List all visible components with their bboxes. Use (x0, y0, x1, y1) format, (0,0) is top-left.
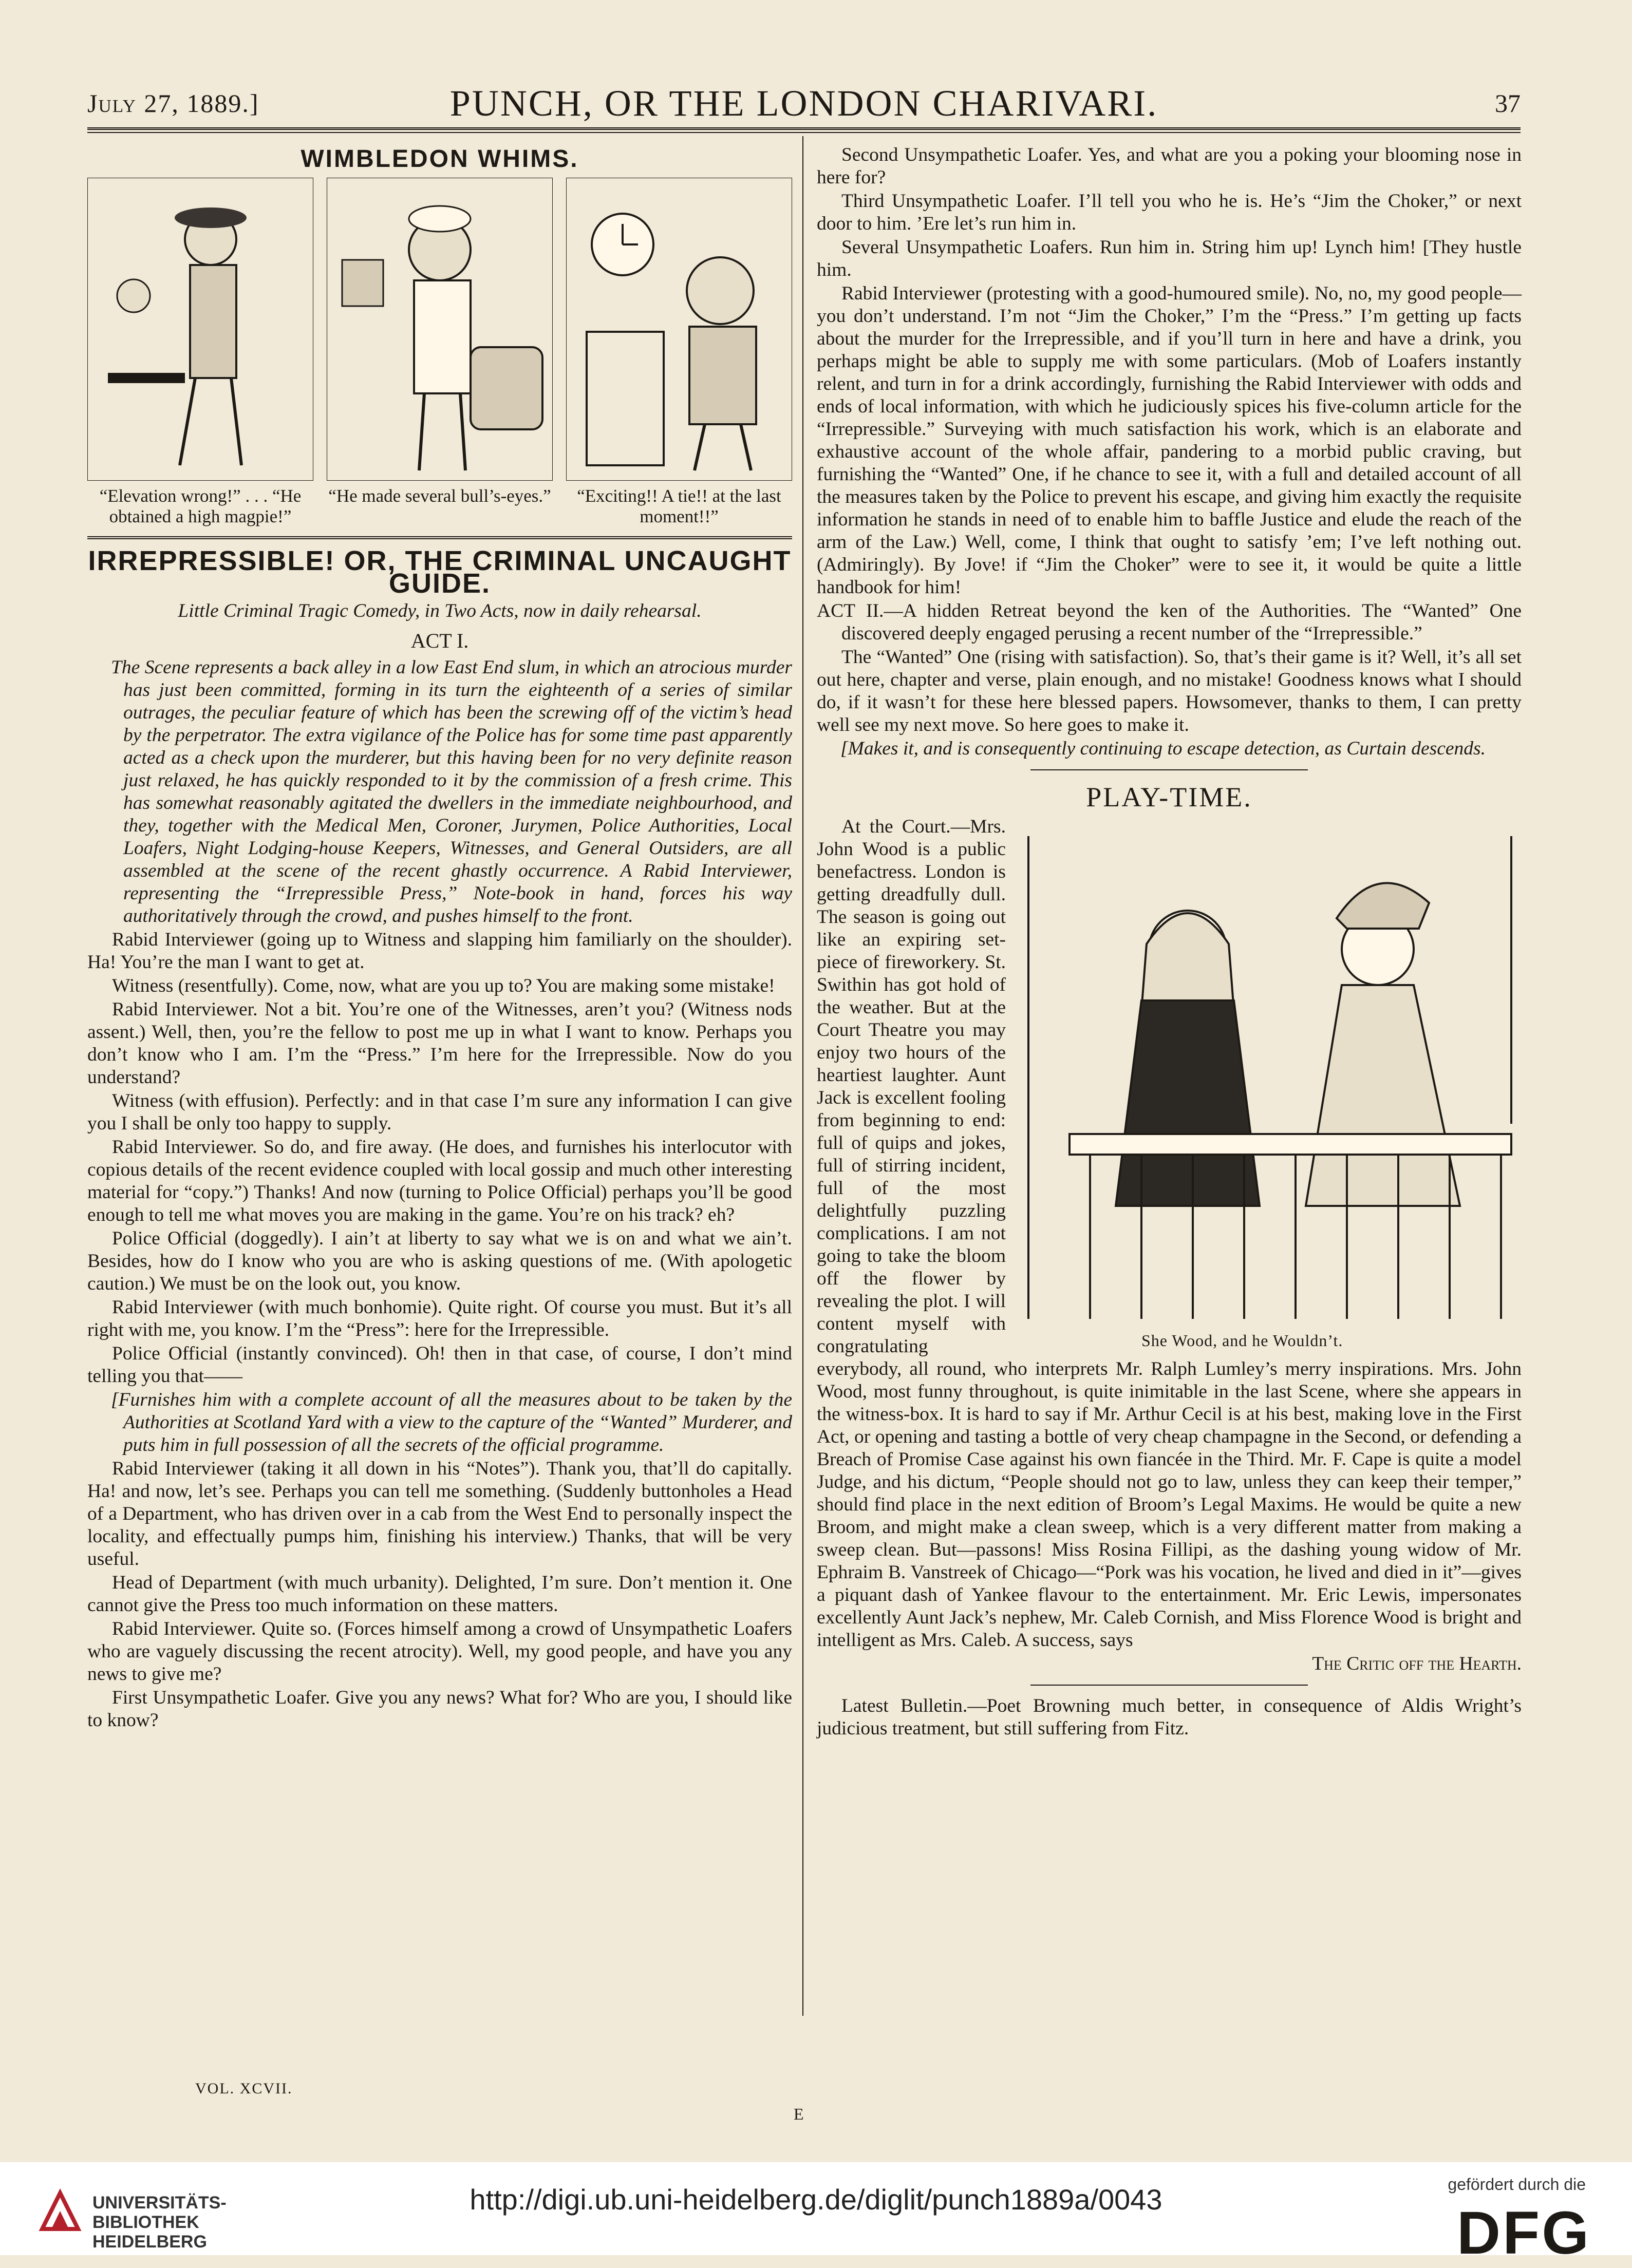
act-two-heading: ACT II.—A hidden Retreat beyond the ken of the Authorities. The “Wanted” One discovered deeply engaged perusing a recent number of the “Irrepressible.” (817, 600, 1522, 644)
volume-label: VOL. XCVII. (195, 2080, 293, 2097)
dialogue-paragraph: Police Official (instantly convinced). Oh! then in that case, of course, I don’t mind telling you that—— (87, 1343, 792, 1387)
dialogue-paragraph: Police Official (doggedly). I ain’t at liberty to say what we is on and what we ain’t. Besides, how do I know who you are who is asking questions of me. (With apologetic caution.) We must be on the look out, you know. (87, 1228, 792, 1294)
irrepressible-title: IRREPRESSIBLE! OR, THE CRIMINAL UNCAUGHT GUIDE. (88, 545, 792, 599)
dialogue-paragraph: Witness (with effusion). Perfectly: and in that case I’m sure any information I can give you I shall be only too happy to supply. (87, 1090, 792, 1134)
wimbledon-title: WIMBLEDON WHIMS. (301, 145, 579, 173)
closing-stage-direction: [Makes it, and is consequently continuing to escape detection, as Curtain descends. (840, 738, 1486, 759)
stage-direction: [Furnishes him with a complete account of all the measures about to be taken by the Authorities at Scotland Yard with a view to the capture of the “Wanted” Murderer, and puts him in full possession of all the secrets of the official programme. (111, 1389, 792, 1456)
dialogue-paragraph: Rabid Interviewer. Quite so. (Forces himself among a crowd of Unsympathetic Loafers who are vaguely discussing the recent atrocity). Well, my good people, and have you any news to give me? (87, 1618, 792, 1685)
dialogue-paragraph: Rabid Interviewer (going up to Witness and slapping him familiarly on the shoulder). Ha! You’re the man I want to get at. (87, 929, 792, 973)
act-one-heading: ACT I. (410, 629, 469, 652)
dialogue-paragraph: Rabid Interviewer (protesting with a good-humoured smile). No, no, my good people—you don’t understand. I’m not “Jim the Choker,” I’m the “Press.” I’m getting up facts about the murder for the Irrepressible, and if you’ll turn in here and have a drink, you perhaps might be able to supply me with some particulars. (Mob of Loafers instantly relent, and turn in for a drink accordingly, furnishing the Rabid Interviewer with odds and ends of local information, with which he judiciously spices his five-column article for the “Irrepressible.” Surveying with much satisfaction his work, which is an elaborate and exhaustive account of the whole affair, pandering to a morbid public craving, but furnishing the “Wanted” One, if he chance to see it, with a full and detailed account of all the measures taken by the Police to prevent his escape, and giving him exactly the requisite information he stands in need of to enable him to baffle Justice and elude the reach of the arm of the Law.) Well, come, I think that ought to satisfy ’em; I’ve left nothing out. (Admiringly). By Jove! if “Jim the Choker” were to see it, it would be quite a little handbook for him! (817, 283, 1522, 598)
dialogue-paragraph: Witness (resentfully). Come, now, what are you up to? You are making some mistake! (112, 975, 775, 996)
cartoon-panel-tie (566, 178, 792, 481)
source-url-link[interactable]: http://digi.ub.uni-heidelberg.de/diglit/punch1889a/0043 (470, 2183, 1162, 2216)
dialogue-paragraph: Rabid Interviewer (with much bonhomie). Quite right. Of course you must. But it’s all right with me, you know. I’m the “Press”: here for the Irrepressible. (87, 1297, 792, 1340)
masthead (87, 82, 1521, 123)
publication-title: PUNCH, OR THE LONDON CHARIVARI. (449, 83, 1158, 124)
court-illustration (1018, 816, 1522, 1350)
right-column (817, 144, 1522, 1741)
playtime-title: PLAY-TIME. (1086, 782, 1252, 812)
dialogue-paragraph: Rabid Interviewer (taking it all down in his “Notes”). Thank you, that’ll do capitally. Ha! and now, let’s see. Perhaps you can tell me something. (Suddenly buttonholes a Head of a Department, who has driven over in a cab from the West End to personally inspect the locality, and effectually pumps him, finishing his interview.) Thanks, that will be very useful. (87, 1458, 792, 1570)
dialogue-paragraph: First Unsympathetic Loafer. Give you any news? What for? Who are you, I should like to know? (87, 1687, 792, 1731)
section-rule (87, 536, 792, 539)
cartoon-panel-bulls-eyes (327, 178, 553, 481)
section-rule (1030, 769, 1308, 770)
library-name-line: UNIVERSITÄTS- (92, 2193, 227, 2213)
dialogue-paragraph: Head of Department (with much urbanity). Delighted, I’m sure. Don’t mention it. One cannot give the Press too much information on these matters. (87, 1572, 792, 1616)
wimbledon-cartoons (87, 178, 792, 481)
dialogue-paragraph: Second Unsympathetic Loafer. Yes, and what are you a poking your blooming nose in here for? (817, 144, 1522, 188)
library-name-line: BIBLIOTHEK (92, 2213, 199, 2232)
funding-label: gefördert durch die (1448, 2175, 1586, 2194)
review-signature: The Critic off the Hearth. (1312, 1653, 1522, 1674)
irrepressible-subtitle: Little Criminal Tragic Comedy, in Two Acts, now in daily rehearsal. (178, 600, 702, 621)
illustration-caption: She Wood, and he Wouldn’t. (1141, 1331, 1343, 1350)
review-paragraph: At the Court.—Mrs. John Wood is a public benefactress. London is getting dreadfully dull. The season is going out like an expiring set-piece of fireworkery. St. Swithin has got hold of the weather. But at the Court Theatre you may enjoy two hours of the heartiest laughter. Aunt Jack is excellent fooling from beginning to end: full of quips and jokes, full of stirring incident, full of the most delightfully puzzling complications. I am not going to take the bloom off the flower by revealing the plot. I will content myself with congratulating everybody, all round, who interprets Mr. Ralph Lumley’s merry inspirations. Mrs. John Wood, most funny throughout, is quite inimitable in the last Scene, where she appears in the witness-box. It is hard to say if Mr. Arthur Cecil is at his best, making love in the First Act, or opening and tasting a bottle of very cheap champagne in the Second, or defending a Breach of Promise Case against his own fiancée in the Third. Mr. F. Cape is quite a model Judge, and his dictum, “People should not go to law, unless they can keep their temper,” should find place in the next edition of Broom’s Legal Maxims. He would be quite a new Broom, and might make a clean sweep, which is a very different matter from making a sweep clean. But—passons! Miss Rosina Fillipi, as the dashing young widow of Mr. Ephraim B. Vanstreek of Chicago—“Pork was his vocation, he lived and died in it”—gives a piquant dash of Yankee flavour to the entertainment. Mr. Eric Lewis, impersonates excellently Aunt Jack’s nephew, Mr. Caleb Cornish, and Miss Florence Wood is bright and intelligent as Mrs. Caleb. A success, says (817, 816, 1522, 1651)
dialogue-paragraph: Rabid Interviewer. So do, and fire away. (He does, and furnishes his interlocutor with copious details of the recent evidence coupled with local gossip and much other interesting material for “copy.”) Thanks! And now (turning to Police Official) perhaps you’ll be good enough to tell me what moves you are making in the game. You’re on his track? eh? (87, 1137, 792, 1225)
library-name-line: HEIDELBERG (92, 2232, 207, 2252)
scene-description: The Scene represents a back alley in a low East End slum, in which an atrocious murder has just been committed, forming in its turn the eighteenth of a series of similar outrages, the peculiar feature of which has been the screwing off of the victim’s head by the perpetrator. The extra vigilance of the Police has for some time past apparently acted as a check upon the murderer, but this having been for no very definite reason just relaxed, he has quickly responded to it by the commission of a fresh crime. This has somewhat reasonably agitated the dwellers in the immediate neighbourhood, and they, together with the Medical Men, Coroner, Jurymen, Police Authorities, Local Loafers, Night Lodging-house Keepers, Witnesses, and General Outsiders, are all assembled at the scene of the recent ghastly occurrence. A Rabid Interviewer, representing the “Irrepressible Press,” Note-book in hand, forces his way authoritatively through the crowd, and pushes himself to the front. (111, 657, 792, 927)
caption-elevation: “Elevation wrong!” . . . “He obtained a high magpie!” (99, 486, 302, 526)
dfg-logo: DFG (1456, 2199, 1591, 2267)
dialogue-paragraph: The “Wanted” One (rising with satisfaction). So, that’s their game is it? Well, it’s all set out here, chapter and verse, plain enough, and no mistake! Goodness knows what I should do, if it wasn’t for these here blessed papers. Howsomever, thanks to them, I can pretty well see my next move. So here goes to make it. (817, 647, 1522, 735)
issue-date: July 27, 1889.] (87, 89, 259, 118)
dialogue-paragraph: Rabid Interviewer. Not a bit. You’re one of the Witnesses, aren’t you? (Witness nods assent.) Well, then, you’re the fellow to post me up in what I want to know. Perhaps you don’t know who I am. I’m the “Press.” I’m here for the Irrepressible. Now do you understand? (87, 999, 792, 1088)
left-column (87, 144, 792, 1733)
caption-tie: “Exciting!! A tie!! at the last moment!!” (577, 486, 781, 526)
caption-bulls-eyes: “He made several bull’s-eyes.” (328, 486, 551, 506)
latest-bulletin: Latest Bulletin.—Poet Browning much better, in consequence of Aldis Wright’s judicious treatment, but still suffering from Fitz. (817, 1695, 1522, 1739)
header-rule (87, 127, 1521, 133)
section-rule (1030, 1685, 1308, 1686)
cartoon-captions (87, 486, 792, 527)
column-divider (802, 136, 803, 2016)
dialogue-paragraph: Several Unsympathetic Loafers. Run him in. String him up! Lynch him! [They hustle him. (817, 237, 1522, 280)
signature-mark: E (794, 2105, 804, 2123)
dialogue-paragraph: Third Unsympathetic Loafer. I’ll tell you who he is. He’s “Jim the Choker,” or next door to him. ’Ere let’s run him in. (817, 191, 1522, 234)
page-number: 37 (1495, 89, 1521, 118)
cartoon-panel-elevation (87, 178, 313, 481)
